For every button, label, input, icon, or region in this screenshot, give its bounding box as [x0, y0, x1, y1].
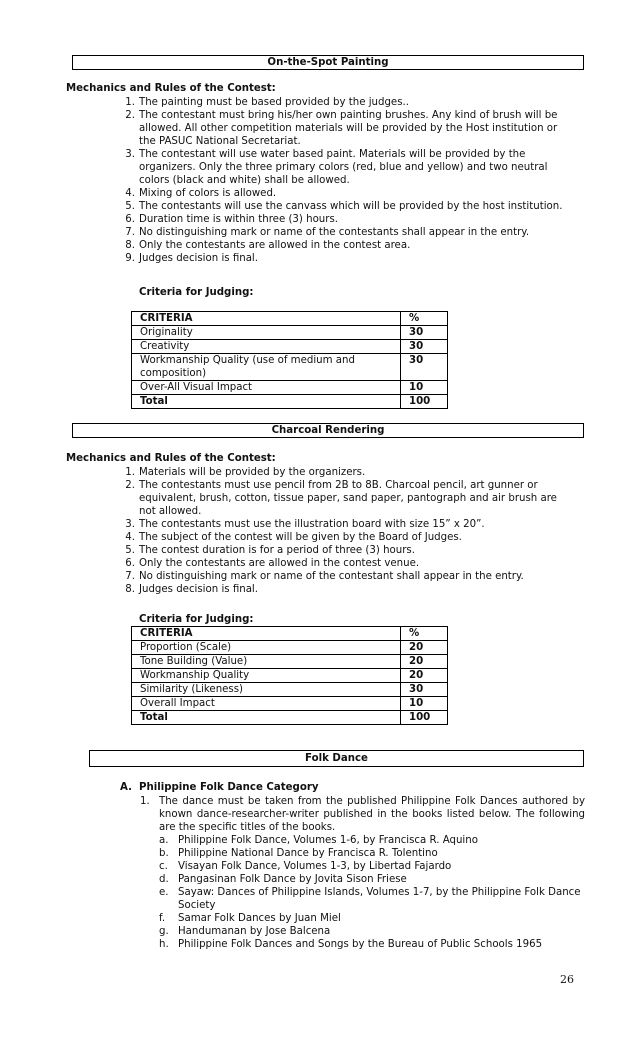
- list-item: c. Visayan Folk Dance, Volumes 1-3, by Libertad Fajardo: [159, 861, 452, 872]
- table-cell: 30: [401, 326, 448, 340]
- painting-rules-list: [120, 96, 570, 265]
- table-cell: 20: [401, 669, 448, 683]
- list-item: 5. The contest duration is for a period of three (3) hours.: [125, 545, 415, 556]
- list-item: 1. The painting must be based provided by the judges..: [125, 97, 409, 108]
- table-cell: CRITERIA: [132, 627, 401, 641]
- table-row: [132, 697, 448, 711]
- table-row: [132, 641, 448, 655]
- section-title-charcoal: Charcoal Rendering: [72, 423, 584, 438]
- charcoal-rules-list: [120, 466, 570, 596]
- table-header-row: [132, 627, 448, 641]
- list-item: 2. The contestant must bring his/her own painting brushes. Any kind of brush will be allowed. All other competition materials will be provided by the Host institution or the PASUC National Secretariat.: [125, 110, 558, 147]
- list-item: e. Sayaw: Dances of Philippine Islands, Volumes 1-7, by the Philippine Folk Dance Society: [159, 887, 581, 911]
- table-cell: 20: [401, 655, 448, 669]
- list-item: 3. The contestants must use the illustration board with size 15” x 20”.: [125, 519, 485, 530]
- painting-criteria-table: [131, 311, 448, 409]
- table-row: [132, 354, 448, 381]
- charcoal-mechanics-heading: Mechanics and Rules of the Contest:: [66, 453, 276, 464]
- table-cell: 100: [401, 395, 448, 409]
- table-header-row: [132, 312, 448, 326]
- table-cell: 10: [401, 381, 448, 395]
- table-cell: %: [401, 312, 448, 326]
- list-item: 7. No distinguishing mark or name of the contestant shall appear in the entry.: [125, 571, 524, 582]
- table-cell: Originality: [132, 326, 401, 340]
- table-cell: 30: [401, 340, 448, 354]
- page-number: 26: [560, 973, 574, 986]
- list-item: 8. Only the contestants are allowed in the contest area.: [125, 240, 411, 251]
- list-item: 6. Only the contestants are allowed in the contest venue.: [125, 558, 420, 569]
- charcoal-criteria-heading: Criteria for Judging:: [139, 614, 254, 625]
- table-row: [132, 381, 448, 395]
- list-item: 2. The contestants must use pencil from 2B to 8B. Charcoal pencil, art gunner or equivalent, brush, cotton, tissue paper, sand paper, pantograph and air brush are not allowed.: [125, 480, 557, 517]
- table-row: [132, 655, 448, 669]
- table-cell: %: [401, 627, 448, 641]
- table-cell: Creativity: [132, 340, 401, 354]
- table-cell: Workmanship Quality: [132, 669, 401, 683]
- list-item: 4. Mixing of colors is allowed.: [125, 188, 277, 199]
- list-item: 5. The contestants will use the canvass which will be provided by the host institution.: [125, 201, 563, 212]
- table-row: [132, 326, 448, 340]
- list-item: b. Philippine National Dance by Francisca R. Tolentino: [159, 848, 438, 859]
- list-item: 1. The dance must be taken from the published Philippine Folk Dances authored by known dance-researcher-writer published in the books listed below. The following are the specific titles of the books.: [140, 796, 585, 833]
- list-item: 9. Judges decision is final.: [125, 253, 259, 264]
- list-item: h. Philippine Folk Dances and Songs by the Bureau of Public Schools 1965: [159, 939, 543, 950]
- table-total-row: [132, 711, 448, 725]
- table-cell: Total: [132, 711, 401, 725]
- table-cell: Overall Impact: [132, 697, 401, 711]
- section-title-painting: On-the-Spot Painting: [72, 55, 584, 70]
- table-cell: Workmanship Quality (use of medium and composition): [132, 354, 401, 381]
- folk-dance-list: [140, 795, 585, 951]
- list-item: 6. Duration time is within three (3) hours.: [125, 214, 338, 225]
- table-total-row: [132, 395, 448, 409]
- charcoal-criteria-table: [131, 626, 448, 725]
- table-cell: 30: [401, 683, 448, 697]
- table-cell: Similarity (Likeness): [132, 683, 401, 697]
- table-cell: Over-All Visual Impact: [132, 381, 401, 395]
- table-cell: Tone Building (Value): [132, 655, 401, 669]
- section-title-folk-dance: Folk Dance: [89, 750, 584, 767]
- table-cell: 10: [401, 697, 448, 711]
- list-item: 4. The subject of the contest will be given by the Board of Judges.: [125, 532, 462, 543]
- painting-criteria-heading: Criteria for Judging:: [139, 287, 254, 298]
- list-item: d. Pangasinan Folk Dance by Jovita Sison Friese: [159, 874, 407, 885]
- painting-mechanics-heading: Mechanics and Rules of the Contest:: [66, 83, 276, 94]
- table-cell: 30: [401, 354, 448, 381]
- table-cell: CRITERIA: [132, 312, 401, 326]
- table-cell: Proportion (Scale): [132, 641, 401, 655]
- table-cell: 100: [401, 711, 448, 725]
- list-item: 7. No distinguishing mark or name of the contestants shall appear in the entry.: [125, 227, 530, 238]
- table-row: [132, 340, 448, 354]
- table-row: [132, 683, 448, 697]
- list-item: a. Philippine Folk Dance, Volumes 1-6, by Francisca R. Aquino: [159, 835, 478, 846]
- list-item: 3. The contestant will use water based paint. Materials will be provided by the organizers. Only the three primary colors (red, blue and yellow) and two neutral colors (black and white) shall be allowed.: [125, 149, 548, 186]
- list-item: f. Samar Folk Dances by Juan Miel: [159, 913, 341, 924]
- list-item: 8. Judges decision is final.: [125, 584, 259, 595]
- table-cell: 20: [401, 641, 448, 655]
- table-cell: Total: [132, 395, 401, 409]
- list-item: g. Handumanan by Jose Balcena: [159, 926, 331, 937]
- table-row: [132, 669, 448, 683]
- books-list: [159, 834, 585, 951]
- list-item: 1. Materials will be provided by the organizers.: [125, 467, 366, 478]
